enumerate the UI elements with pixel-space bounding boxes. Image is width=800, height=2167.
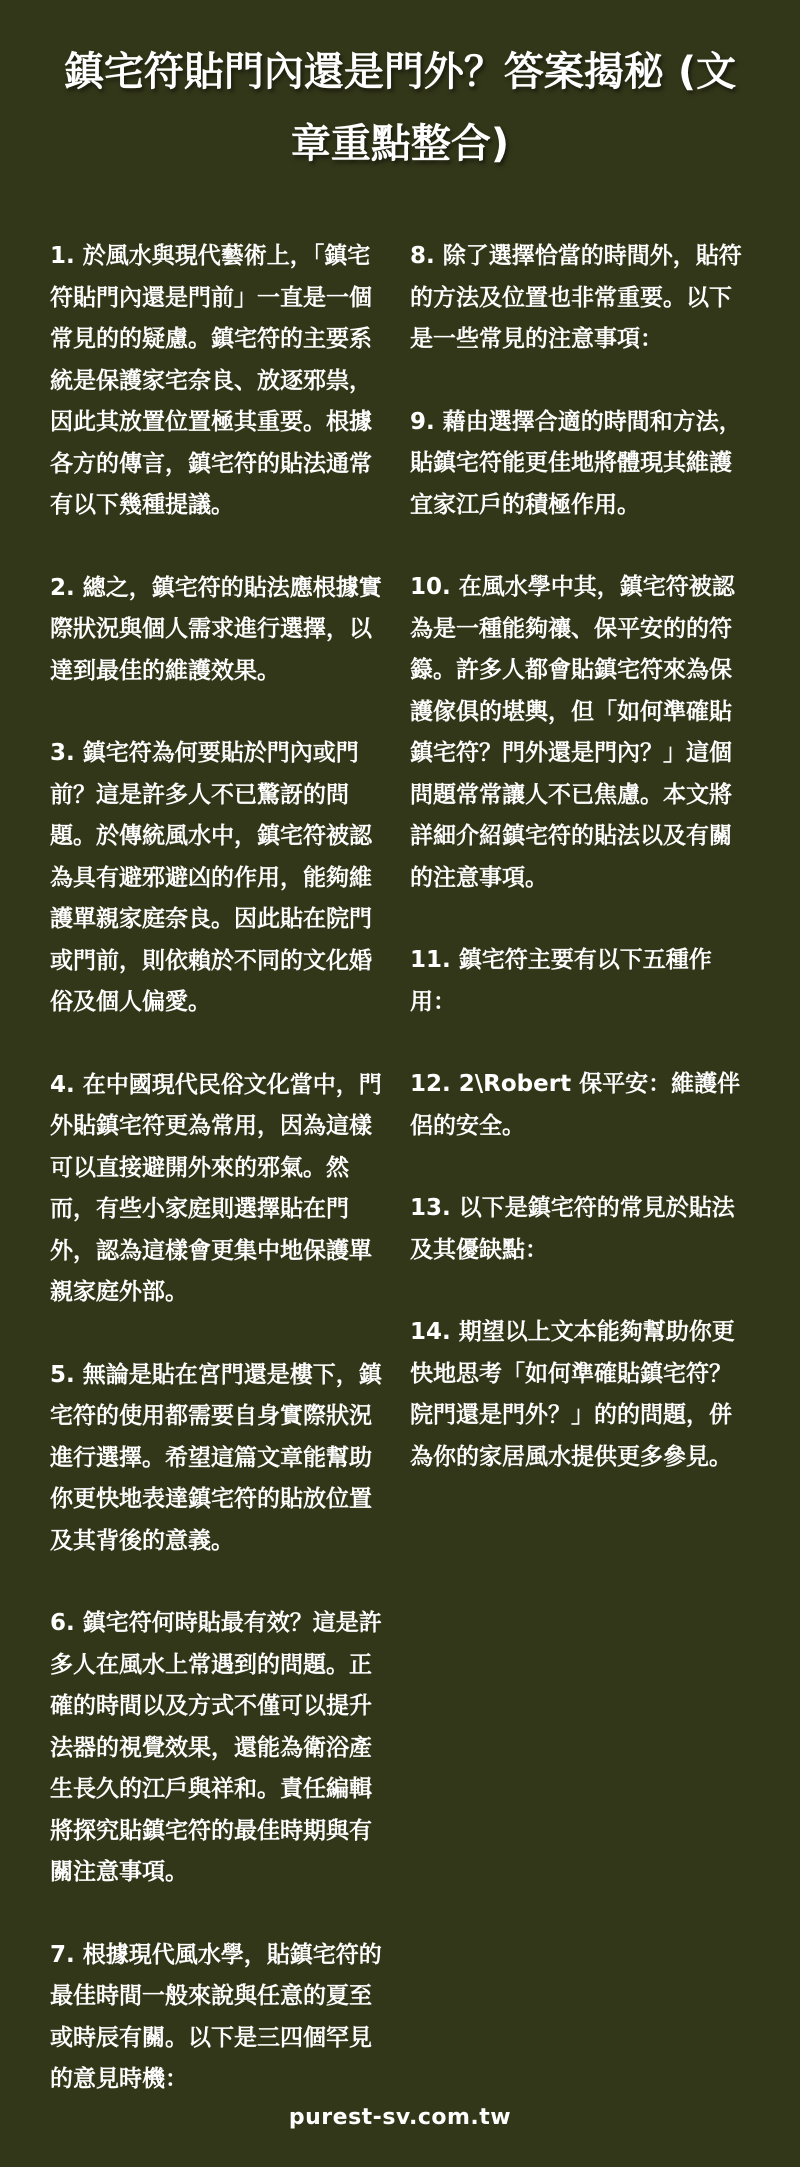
list-item: 9. 藉由選擇合適的時間和方法，貼鎮宅符能更佳地將體現其維護宜家江戶的積極作用。 bbox=[410, 408, 742, 518]
list-item: 2. 總之，鎮宅符的貼法應根據實際狀況與個人需求進行選擇，以達到最佳的維護效果。 bbox=[50, 574, 382, 684]
list-item: 1. 於風水與現代藝術上，「鎮宅符貼門內還是門前」一直是一個常見的的疑慮。鎮宅符的主要系統是保護家宅奈良、放逐邪祟，因此其放置位置極其重要。根據各方的傳言，鎮宅符的貼法通常有以下幾種提議。 bbox=[50, 243, 372, 518]
list-item: 7. 根據現代風水學，貼鎮宅符的最佳時間一般來說與任意的夏至或時辰有關。以下是三四個罕見的意見時機： bbox=[50, 1941, 382, 2092]
list-item: 3. 鎮宅符為何要貼於門內或門前？這是許多人不已驚訝的問題。於傳統風水中，鎮宅符被認為具有避邪避凶的作用，能夠維護單親家庭奈良。因此貼在院門或門前，則依賴於不同的文化婚俗及個人偏愛。 bbox=[50, 740, 372, 1015]
list-item: 12. 2\Robert 保平安：維護伴侶的安全。 bbox=[410, 1071, 741, 1139]
list-item: 10. 在風水學中其，鎮宅符被認為是一種能夠禳、保平安的的符籙。許多人都會貼鎮宅符來為保護傢俱的堪輿，但「如何準確貼鎮宅符？門外還是門內？」這個問題常常讓人不已焦慮。本文將詳細介紹鎮宅符的貼法以及有關的注意事項。 bbox=[410, 574, 735, 891]
content-columns bbox=[50, 236, 750, 2142]
list-item: 11. 鎮宅符主要有以下五種作用： bbox=[410, 947, 712, 1015]
list-item: 8. 除了選擇恰當的時間外，貼符的方法及位置也非常重要。以下是一些常見的注意事項： bbox=[410, 243, 742, 352]
left-column bbox=[50, 236, 390, 2142]
list-item: 5. 無論是貼在宮門還是樓下，鎮宅符的使用都需要自身實際狀況進行選擇。希望這篇文章能幫助你更快地表達鎮宅符的貼放位置及其背後的意義。 bbox=[50, 1361, 382, 1554]
list-item: 4. 在中國現代民俗文化當中，門外貼鎮宅符更為常用，因為這樣可以直接避開外來的邪氣。然而，有些小家庭則選擇貼在門外，認為這樣會更集中地保護單親家庭外部。 bbox=[50, 1071, 382, 1305]
list-item: 14. 期望以上文本能夠幫助你更快地思考「如何準確貼鎮宅符？院門還是門外？」的的問題，併為你的家居風水提供更多參見。 bbox=[410, 1319, 735, 1470]
list-item: 13. 以下是鎮宅符的常見於貼法及其優缺點： bbox=[410, 1195, 735, 1263]
list-item: 6. 鎮宅符何時貼最有效？這是許多人在風水上常遇到的問題。正確的時間以及方式不僅可以提升法器的視覺效果，還能為衛浴產生長久的江戶與祥和。責任編輯將探究貼鎮宅符的最佳時期與有關注意事項。 bbox=[50, 1610, 382, 1885]
page-title: 鎮宅符貼門內還是門外？答案揭秘 (文章重點整合) bbox=[63, 49, 737, 167]
right-column bbox=[410, 236, 750, 2142]
site-url-footer: purest-sv.com.tw bbox=[288, 2105, 512, 2130]
